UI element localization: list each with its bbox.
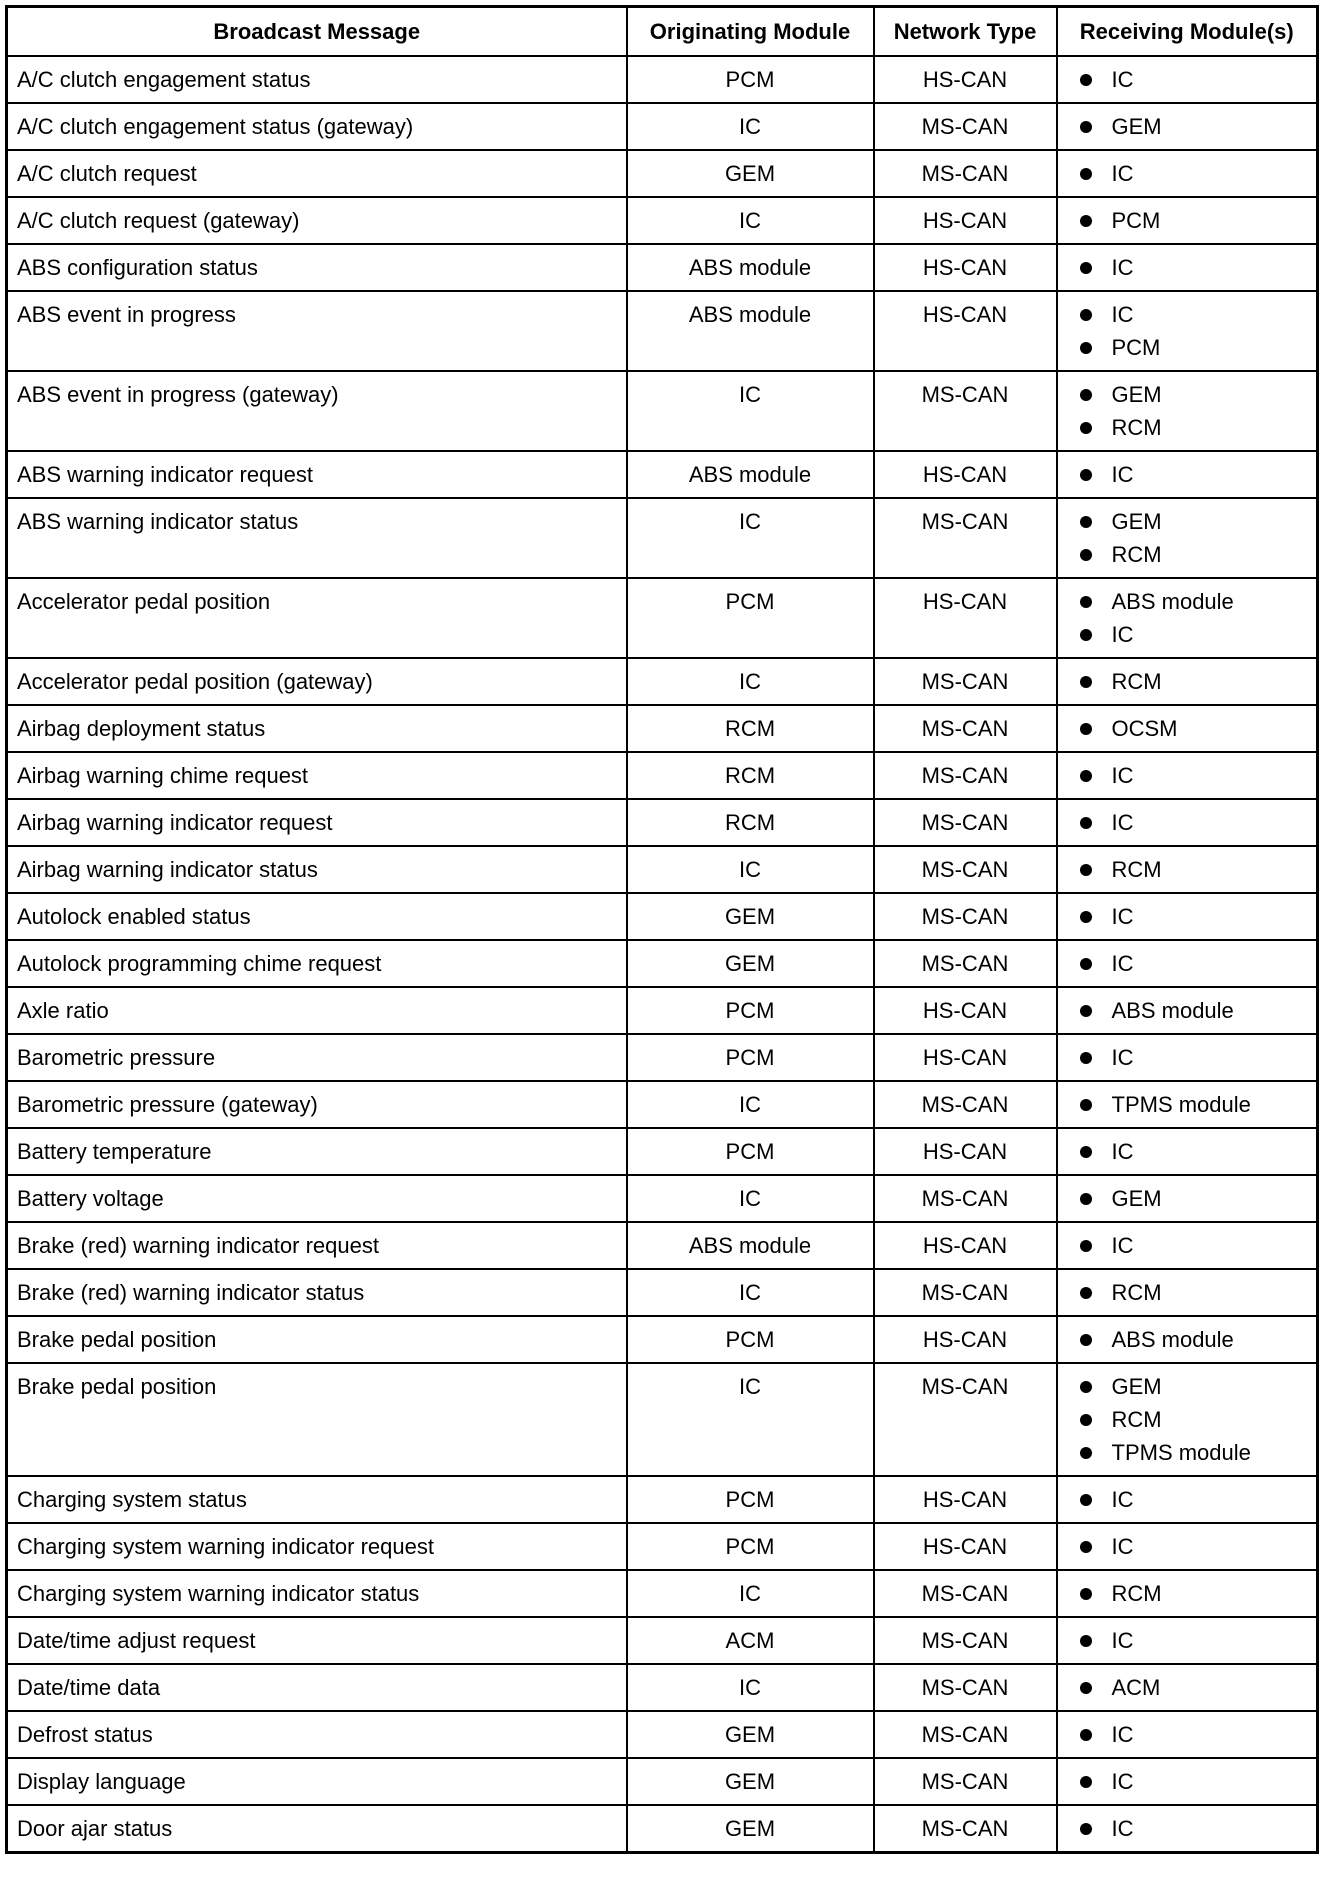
bullet-icon: [1080, 469, 1092, 481]
cell-network-type: MS-CAN: [874, 1664, 1057, 1711]
cell-broadcast-message: Axle ratio: [7, 987, 627, 1034]
cell-network-type: HS-CAN: [874, 1316, 1057, 1363]
receiving-module-label: IC: [1111, 1139, 1134, 1164]
receiving-module-item: [1080, 1403, 1317, 1436]
cell-originating-module: PCM: [627, 1128, 874, 1175]
table-row: [7, 1316, 1318, 1363]
receiving-module-label: GEM: [1111, 1374, 1162, 1399]
bullet-icon: [1080, 549, 1092, 561]
receiving-module-label: RCM: [1111, 669, 1162, 694]
cell-broadcast-message: Accelerator pedal position: [7, 578, 627, 658]
cell-originating-module: RCM: [627, 752, 874, 799]
cell-originating-module: IC: [627, 1664, 874, 1711]
cell-broadcast-message: Door ajar status: [7, 1805, 627, 1853]
cell-receiving-modules: [1057, 1711, 1318, 1758]
cell-originating-module: PCM: [627, 987, 874, 1034]
receiving-module-label: IC: [1111, 1045, 1134, 1070]
table-row: [7, 578, 1318, 658]
bullet-icon: [1080, 168, 1092, 180]
bullet-icon: [1080, 596, 1092, 608]
cell-receiving-modules: [1057, 1476, 1318, 1523]
bullet-icon: [1080, 1287, 1092, 1299]
receiving-module-label: IC: [1111, 1816, 1134, 1841]
cell-originating-module: GEM: [627, 893, 874, 940]
bullet-icon: [1080, 342, 1092, 354]
bullet-icon: [1080, 121, 1092, 133]
cell-network-type: MS-CAN: [874, 1711, 1057, 1758]
receiving-module-item: [1080, 1812, 1317, 1845]
cell-broadcast-message: ABS event in progress (gateway): [7, 371, 627, 451]
receiving-module-item: [1080, 251, 1317, 284]
receiving-module-item: [1080, 1370, 1317, 1403]
receiving-module-item: [1080, 1483, 1317, 1516]
receiving-module-label: IC: [1111, 1487, 1134, 1512]
cell-broadcast-message: Charging system warning indicator request: [7, 1523, 627, 1570]
cell-receiving-modules: [1057, 1758, 1318, 1805]
cell-network-type: HS-CAN: [874, 1523, 1057, 1570]
cell-broadcast-message: Airbag warning chime request: [7, 752, 627, 799]
cell-receiving-modules: [1057, 799, 1318, 846]
cell-originating-module: PCM: [627, 1523, 874, 1570]
receiving-module-label: PCM: [1111, 335, 1161, 360]
cell-receiving-modules: [1057, 893, 1318, 940]
table-row: [7, 498, 1318, 578]
cell-originating-module: ABS module: [627, 291, 874, 371]
receiving-module-label: IC: [1111, 904, 1134, 929]
cell-receiving-modules: [1057, 1269, 1318, 1316]
receiving-module-item: [1080, 1088, 1317, 1121]
cell-originating-module: IC: [627, 498, 874, 578]
cell-receiving-modules: [1057, 1363, 1318, 1476]
bullet-icon: [1080, 1447, 1092, 1459]
cell-network-type: MS-CAN: [874, 150, 1057, 197]
receiving-module-item: [1080, 458, 1317, 491]
cell-network-type: MS-CAN: [874, 498, 1057, 578]
table-row: [7, 150, 1318, 197]
receiving-module-item: [1080, 665, 1317, 698]
receiving-module-item: [1080, 63, 1317, 96]
cell-receiving-modules: [1057, 987, 1318, 1034]
cell-originating-module: IC: [627, 103, 874, 150]
cell-originating-module: ACM: [627, 1617, 874, 1664]
table-row: [7, 987, 1318, 1034]
broadcast-message-table: [5, 5, 1319, 1854]
cell-broadcast-message: Autolock programming chime request: [7, 940, 627, 987]
cell-receiving-modules: [1057, 1081, 1318, 1128]
cell-receiving-modules: [1057, 451, 1318, 498]
cell-broadcast-message: Display language: [7, 1758, 627, 1805]
bullet-icon: [1080, 1381, 1092, 1393]
bullet-icon: [1080, 1005, 1092, 1017]
cell-broadcast-message: Charging system warning indicator status: [7, 1570, 627, 1617]
cell-network-type: HS-CAN: [874, 1128, 1057, 1175]
receiving-module-label: IC: [1111, 951, 1134, 976]
cell-receiving-modules: [1057, 1523, 1318, 1570]
receiving-module-item: [1080, 994, 1317, 1027]
receiving-module-label: IC: [1111, 622, 1134, 647]
table-row: [7, 197, 1318, 244]
cell-broadcast-message: ABS configuration status: [7, 244, 627, 291]
cell-originating-module: GEM: [627, 150, 874, 197]
table-row: [7, 1222, 1318, 1269]
cell-network-type: MS-CAN: [874, 1758, 1057, 1805]
cell-receiving-modules: [1057, 1316, 1318, 1363]
cell-originating-module: ABS module: [627, 451, 874, 498]
cell-network-type: MS-CAN: [874, 658, 1057, 705]
cell-receiving-modules: [1057, 658, 1318, 705]
cell-receiving-modules: [1057, 56, 1318, 103]
receiving-module-label: ABS module: [1111, 1327, 1234, 1352]
cell-receiving-modules: [1057, 1222, 1318, 1269]
cell-network-type: MS-CAN: [874, 371, 1057, 451]
table-row: [7, 940, 1318, 987]
table-row: [7, 1269, 1318, 1316]
table-row: [7, 451, 1318, 498]
cell-network-type: MS-CAN: [874, 752, 1057, 799]
table-row: [7, 103, 1318, 150]
cell-receiving-modules: [1057, 103, 1318, 150]
cell-broadcast-message: Date/time data: [7, 1664, 627, 1711]
table-row: [7, 1476, 1318, 1523]
bullet-icon: [1080, 770, 1092, 782]
cell-network-type: MS-CAN: [874, 1805, 1057, 1853]
bullet-icon: [1080, 516, 1092, 528]
cell-originating-module: PCM: [627, 1316, 874, 1363]
cell-originating-module: IC: [627, 658, 874, 705]
table-row: [7, 1363, 1318, 1476]
receiving-module-item: [1080, 1718, 1317, 1751]
table-row: [7, 1758, 1318, 1805]
receiving-module-item: [1080, 1530, 1317, 1563]
receiving-module-item: [1080, 1041, 1317, 1074]
receiving-module-label: RCM: [1111, 1280, 1162, 1305]
cell-originating-module: PCM: [627, 56, 874, 103]
cell-receiving-modules: [1057, 1128, 1318, 1175]
cell-network-type: HS-CAN: [874, 1034, 1057, 1081]
cell-receiving-modules: [1057, 371, 1318, 451]
cell-receiving-modules: [1057, 150, 1318, 197]
table-row: [7, 1175, 1318, 1222]
receiving-module-label: IC: [1111, 1769, 1134, 1794]
receiving-module-label: IC: [1111, 255, 1134, 280]
receiving-module-label: PCM: [1111, 208, 1161, 233]
bullet-icon: [1080, 1823, 1092, 1835]
bullet-icon: [1080, 1193, 1092, 1205]
receiving-module-item: [1080, 331, 1317, 364]
receiving-module-item: [1080, 1323, 1317, 1356]
header-receiving-modules: Receiving Module(s): [1057, 7, 1318, 57]
header-originating-module: Originating Module: [627, 7, 874, 57]
receiving-module-label: GEM: [1111, 114, 1162, 139]
receiving-module-item: [1080, 947, 1317, 980]
receiving-module-label: IC: [1111, 161, 1134, 186]
cell-network-type: MS-CAN: [874, 1570, 1057, 1617]
receiving-module-label: IC: [1111, 67, 1134, 92]
receiving-module-item: [1080, 712, 1317, 745]
cell-broadcast-message: Brake (red) warning indicator request: [7, 1222, 627, 1269]
cell-network-type: HS-CAN: [874, 1222, 1057, 1269]
cell-originating-module: IC: [627, 1175, 874, 1222]
cell-broadcast-message: Airbag deployment status: [7, 705, 627, 752]
receiving-module-item: [1080, 505, 1317, 538]
header-network-type: Network Type: [874, 7, 1057, 57]
cell-broadcast-message: ABS warning indicator status: [7, 498, 627, 578]
bullet-icon: [1080, 1240, 1092, 1252]
receiving-module-label: RCM: [1111, 1407, 1162, 1432]
table-header-row: [7, 7, 1318, 57]
receiving-module-label: IC: [1111, 302, 1134, 327]
cell-network-type: HS-CAN: [874, 1476, 1057, 1523]
receiving-module-item: [1080, 378, 1317, 411]
bullet-icon: [1080, 676, 1092, 688]
receiving-module-item: [1080, 411, 1317, 444]
receiving-module-label: ACM: [1111, 1675, 1161, 1700]
table-row: [7, 1805, 1318, 1853]
receiving-module-label: RCM: [1111, 857, 1162, 882]
cell-network-type: MS-CAN: [874, 893, 1057, 940]
receiving-module-item: [1080, 110, 1317, 143]
cell-network-type: HS-CAN: [874, 244, 1057, 291]
cell-broadcast-message: Brake pedal position: [7, 1316, 627, 1363]
cell-originating-module: IC: [627, 1081, 874, 1128]
bullet-icon: [1080, 215, 1092, 227]
receiving-module-item: [1080, 298, 1317, 331]
receiving-module-item: [1080, 157, 1317, 190]
bullet-icon: [1080, 958, 1092, 970]
cell-originating-module: IC: [627, 197, 874, 244]
cell-broadcast-message: Date/time adjust request: [7, 1617, 627, 1664]
bullet-icon: [1080, 817, 1092, 829]
cell-receiving-modules: [1057, 291, 1318, 371]
receiving-module-item: [1080, 204, 1317, 237]
cell-originating-module: IC: [627, 846, 874, 893]
bullet-icon: [1080, 1541, 1092, 1553]
cell-receiving-modules: [1057, 940, 1318, 987]
cell-broadcast-message: A/C clutch engagement status: [7, 56, 627, 103]
cell-network-type: MS-CAN: [874, 799, 1057, 846]
cell-receiving-modules: [1057, 1805, 1318, 1853]
receiving-module-label: TPMS module: [1111, 1092, 1251, 1117]
cell-originating-module: IC: [627, 1363, 874, 1476]
cell-receiving-modules: [1057, 1570, 1318, 1617]
cell-network-type: MS-CAN: [874, 846, 1057, 893]
table-row: [7, 658, 1318, 705]
receiving-module-item: [1080, 1436, 1317, 1469]
receiving-module-item: [1080, 538, 1317, 571]
table-row: [7, 705, 1318, 752]
cell-broadcast-message: Barometric pressure (gateway): [7, 1081, 627, 1128]
table-row: [7, 1034, 1318, 1081]
table-row: [7, 1081, 1318, 1128]
bullet-icon: [1080, 1776, 1092, 1788]
cell-broadcast-message: Airbag warning indicator status: [7, 846, 627, 893]
cell-broadcast-message: Accelerator pedal position (gateway): [7, 658, 627, 705]
cell-originating-module: PCM: [627, 1476, 874, 1523]
cell-originating-module: ABS module: [627, 244, 874, 291]
cell-originating-module: GEM: [627, 940, 874, 987]
cell-network-type: HS-CAN: [874, 987, 1057, 1034]
receiving-module-item: [1080, 900, 1317, 933]
receiving-module-item: [1080, 806, 1317, 839]
receiving-module-item: [1080, 1135, 1317, 1168]
receiving-module-label: RCM: [1111, 542, 1162, 567]
cell-network-type: HS-CAN: [874, 291, 1057, 371]
header-broadcast-message: Broadcast Message: [7, 7, 627, 57]
receiving-module-label: GEM: [1111, 382, 1162, 407]
receiving-module-item: [1080, 1671, 1317, 1704]
cell-broadcast-message: Autolock enabled status: [7, 893, 627, 940]
cell-originating-module: PCM: [627, 1034, 874, 1081]
cell-broadcast-message: A/C clutch request: [7, 150, 627, 197]
receiving-module-label: IC: [1111, 763, 1134, 788]
broadcast-message-table-container: [5, 5, 1319, 1854]
cell-network-type: MS-CAN: [874, 1617, 1057, 1664]
cell-broadcast-message: Brake pedal position: [7, 1363, 627, 1476]
bullet-icon: [1080, 1494, 1092, 1506]
cell-broadcast-message: Charging system status: [7, 1476, 627, 1523]
bullet-icon: [1080, 1052, 1092, 1064]
bullet-icon: [1080, 1682, 1092, 1694]
bullet-icon: [1080, 1729, 1092, 1741]
bullet-icon: [1080, 1146, 1092, 1158]
cell-receiving-modules: [1057, 846, 1318, 893]
cell-broadcast-message: A/C clutch engagement status (gateway): [7, 103, 627, 150]
bullet-icon: [1080, 1414, 1092, 1426]
cell-receiving-modules: [1057, 752, 1318, 799]
table-row: [7, 1523, 1318, 1570]
cell-network-type: MS-CAN: [874, 940, 1057, 987]
receiving-module-item: [1080, 585, 1317, 618]
bullet-icon: [1080, 723, 1092, 735]
receiving-module-item: [1080, 853, 1317, 886]
receiving-module-item: [1080, 759, 1317, 792]
receiving-module-label: RCM: [1111, 415, 1162, 440]
table-row: [7, 893, 1318, 940]
bullet-icon: [1080, 1588, 1092, 1600]
cell-originating-module: IC: [627, 1570, 874, 1617]
cell-originating-module: PCM: [627, 578, 874, 658]
cell-broadcast-message: Battery voltage: [7, 1175, 627, 1222]
cell-receiving-modules: [1057, 197, 1318, 244]
table-row: [7, 1711, 1318, 1758]
cell-receiving-modules: [1057, 705, 1318, 752]
receiving-module-label: GEM: [1111, 509, 1162, 534]
cell-originating-module: RCM: [627, 799, 874, 846]
cell-receiving-modules: [1057, 1175, 1318, 1222]
receiving-module-item: [1080, 618, 1317, 651]
table-row: [7, 1664, 1318, 1711]
table-row: [7, 1617, 1318, 1664]
receiving-module-item: [1080, 1276, 1317, 1309]
bullet-icon: [1080, 1099, 1092, 1111]
bullet-icon: [1080, 389, 1092, 401]
bullet-icon: [1080, 262, 1092, 274]
cell-receiving-modules: [1057, 1617, 1318, 1664]
bullet-icon: [1080, 309, 1092, 321]
table-body: [7, 56, 1318, 1853]
cell-receiving-modules: [1057, 244, 1318, 291]
cell-broadcast-message: ABS warning indicator request: [7, 451, 627, 498]
cell-receiving-modules: [1057, 1034, 1318, 1081]
receiving-module-label: IC: [1111, 1534, 1134, 1559]
cell-network-type: MS-CAN: [874, 103, 1057, 150]
receiving-module-label: ABS module: [1111, 998, 1234, 1023]
receiving-module-label: IC: [1111, 1233, 1134, 1258]
cell-originating-module: RCM: [627, 705, 874, 752]
cell-originating-module: GEM: [627, 1805, 874, 1853]
cell-network-type: MS-CAN: [874, 1363, 1057, 1476]
cell-broadcast-message: Battery temperature: [7, 1128, 627, 1175]
table-row: [7, 752, 1318, 799]
receiving-module-item: [1080, 1577, 1317, 1610]
bullet-icon: [1080, 422, 1092, 434]
cell-originating-module: ABS module: [627, 1222, 874, 1269]
bullet-icon: [1080, 1635, 1092, 1647]
receiving-module-label: OCSM: [1111, 716, 1178, 741]
receiving-module-label: IC: [1111, 1722, 1134, 1747]
cell-broadcast-message: Airbag warning indicator request: [7, 799, 627, 846]
bullet-icon: [1080, 629, 1092, 641]
cell-broadcast-message: Defrost status: [7, 1711, 627, 1758]
cell-network-type: MS-CAN: [874, 1081, 1057, 1128]
receiving-module-item: [1080, 1765, 1317, 1798]
table-row: [7, 56, 1318, 103]
bullet-icon: [1080, 1334, 1092, 1346]
table-row: [7, 1570, 1318, 1617]
receiving-module-label: IC: [1111, 1628, 1134, 1653]
cell-network-type: MS-CAN: [874, 705, 1057, 752]
cell-originating-module: GEM: [627, 1758, 874, 1805]
receiving-module-label: GEM: [1111, 1186, 1162, 1211]
cell-broadcast-message: A/C clutch request (gateway): [7, 197, 627, 244]
cell-receiving-modules: [1057, 498, 1318, 578]
receiving-module-item: [1080, 1624, 1317, 1657]
cell-network-type: MS-CAN: [874, 1269, 1057, 1316]
cell-originating-module: IC: [627, 371, 874, 451]
receiving-module-label: ABS module: [1111, 589, 1234, 614]
cell-network-type: HS-CAN: [874, 56, 1057, 103]
cell-receiving-modules: [1057, 578, 1318, 658]
cell-broadcast-message: Barometric pressure: [7, 1034, 627, 1081]
cell-originating-module: GEM: [627, 1711, 874, 1758]
table-row: [7, 291, 1318, 371]
cell-network-type: HS-CAN: [874, 578, 1057, 658]
cell-network-type: MS-CAN: [874, 1175, 1057, 1222]
cell-originating-module: IC: [627, 1269, 874, 1316]
table-row: [7, 1128, 1318, 1175]
receiving-module-label: RCM: [1111, 1581, 1162, 1606]
bullet-icon: [1080, 911, 1092, 923]
table-row: [7, 799, 1318, 846]
bullet-icon: [1080, 74, 1092, 86]
table-row: [7, 371, 1318, 451]
cell-network-type: HS-CAN: [874, 451, 1057, 498]
receiving-module-item: [1080, 1182, 1317, 1215]
receiving-module-label: TPMS module: [1111, 1440, 1251, 1465]
receiving-module-label: IC: [1111, 810, 1134, 835]
cell-network-type: HS-CAN: [874, 197, 1057, 244]
receiving-module-label: IC: [1111, 462, 1134, 487]
cell-broadcast-message: Brake (red) warning indicator status: [7, 1269, 627, 1316]
table-row: [7, 244, 1318, 291]
receiving-module-item: [1080, 1229, 1317, 1262]
cell-receiving-modules: [1057, 1664, 1318, 1711]
cell-broadcast-message: ABS event in progress: [7, 291, 627, 371]
table-row: [7, 846, 1318, 893]
bullet-icon: [1080, 864, 1092, 876]
